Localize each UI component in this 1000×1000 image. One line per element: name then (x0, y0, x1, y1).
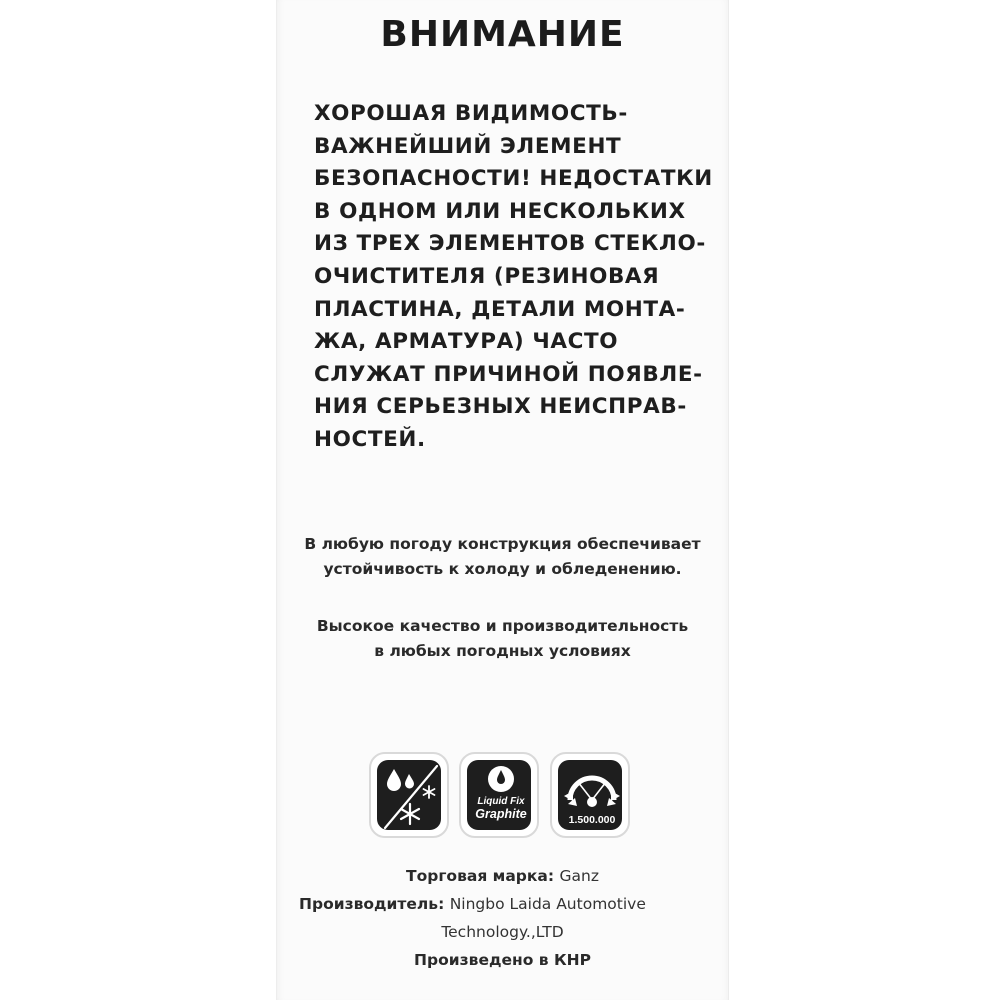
warning-line: ИЗ ТРЕХ ЭЛЕМЕНТОВ СТЕКЛО- (314, 231, 706, 257)
liquid-fix-label: Liquid Fix (477, 796, 525, 807)
liquid-fix-graphite-badge (459, 752, 539, 838)
warning-line: НОСТЕЙ. (314, 426, 426, 452)
manufacturer-info (277, 862, 728, 974)
manufacturer-value: Ningbo Laida Automotive (449, 895, 646, 913)
warning-text (314, 98, 734, 457)
liquid-fix-graphite-icon (467, 760, 531, 830)
weather-feature-text (277, 532, 728, 582)
weather-feature-line: В любую погоду конструкция обеспечивает (304, 535, 701, 553)
warning-line: СЛУЖАТ ПРИЧИНОЙ ПОЯВЛЕ- (314, 361, 703, 387)
rain-snow-icon (377, 760, 441, 830)
quality-feature-line: в любых погодных условиях (374, 642, 631, 660)
rain-snow-badge (369, 752, 449, 838)
warning-line: ВАЖНЕЙШИЙ ЭЛЕМЕНТ (314, 133, 622, 159)
quality-feature-line: Высокое качество и производительность (316, 617, 689, 635)
quality-feature-text (277, 614, 728, 664)
origin-line: Произведено в КНР (414, 951, 591, 969)
feature-icons (369, 752, 639, 842)
heading: ВНИМАНИЕ (380, 14, 625, 55)
warning-line: ХОРОШАЯ ВИДИМОСТЬ- (314, 101, 628, 126)
manufacturer-label: Производитель: (299, 895, 445, 913)
graphite-label: Graphite (475, 807, 527, 821)
manufacturer-line (277, 890, 728, 918)
brand-value: Ganz (559, 867, 599, 885)
warning-line: ЖА, АРМАТУРА) ЧАСТО (314, 329, 619, 355)
warning-line: В ОДНОМ ИЛИ НЕСКОЛЬКИХ (314, 198, 686, 224)
warning-line: БЕЗОПАСНОСТИ! НЕДОСТАТКИ (314, 166, 713, 192)
warning-line: ПЛАСТИНА, ДЕТАЛИ МОНТА- (314, 296, 686, 322)
brand-line (277, 862, 728, 890)
manufacturer-value-continued: Technology.,LTD (441, 923, 564, 941)
package-panel (276, 0, 729, 1000)
wiper-cycles-badge (550, 752, 630, 838)
weather-feature-line: устойчивость к холоду и обледенению. (323, 560, 682, 578)
brand-label: Торговая марка: (406, 867, 555, 885)
warning-line: НИЯ СЕРЬЕЗНЫХ НЕИСПРАВ- (314, 394, 687, 420)
warning-line: ОЧИСТИТЕЛЯ (РЕЗИНОВАЯ (314, 263, 660, 289)
wiper-cycles-icon (558, 760, 622, 830)
cycles-label: 1.500.000 (568, 814, 616, 826)
rain-snow-icon-graphic (377, 760, 445, 834)
